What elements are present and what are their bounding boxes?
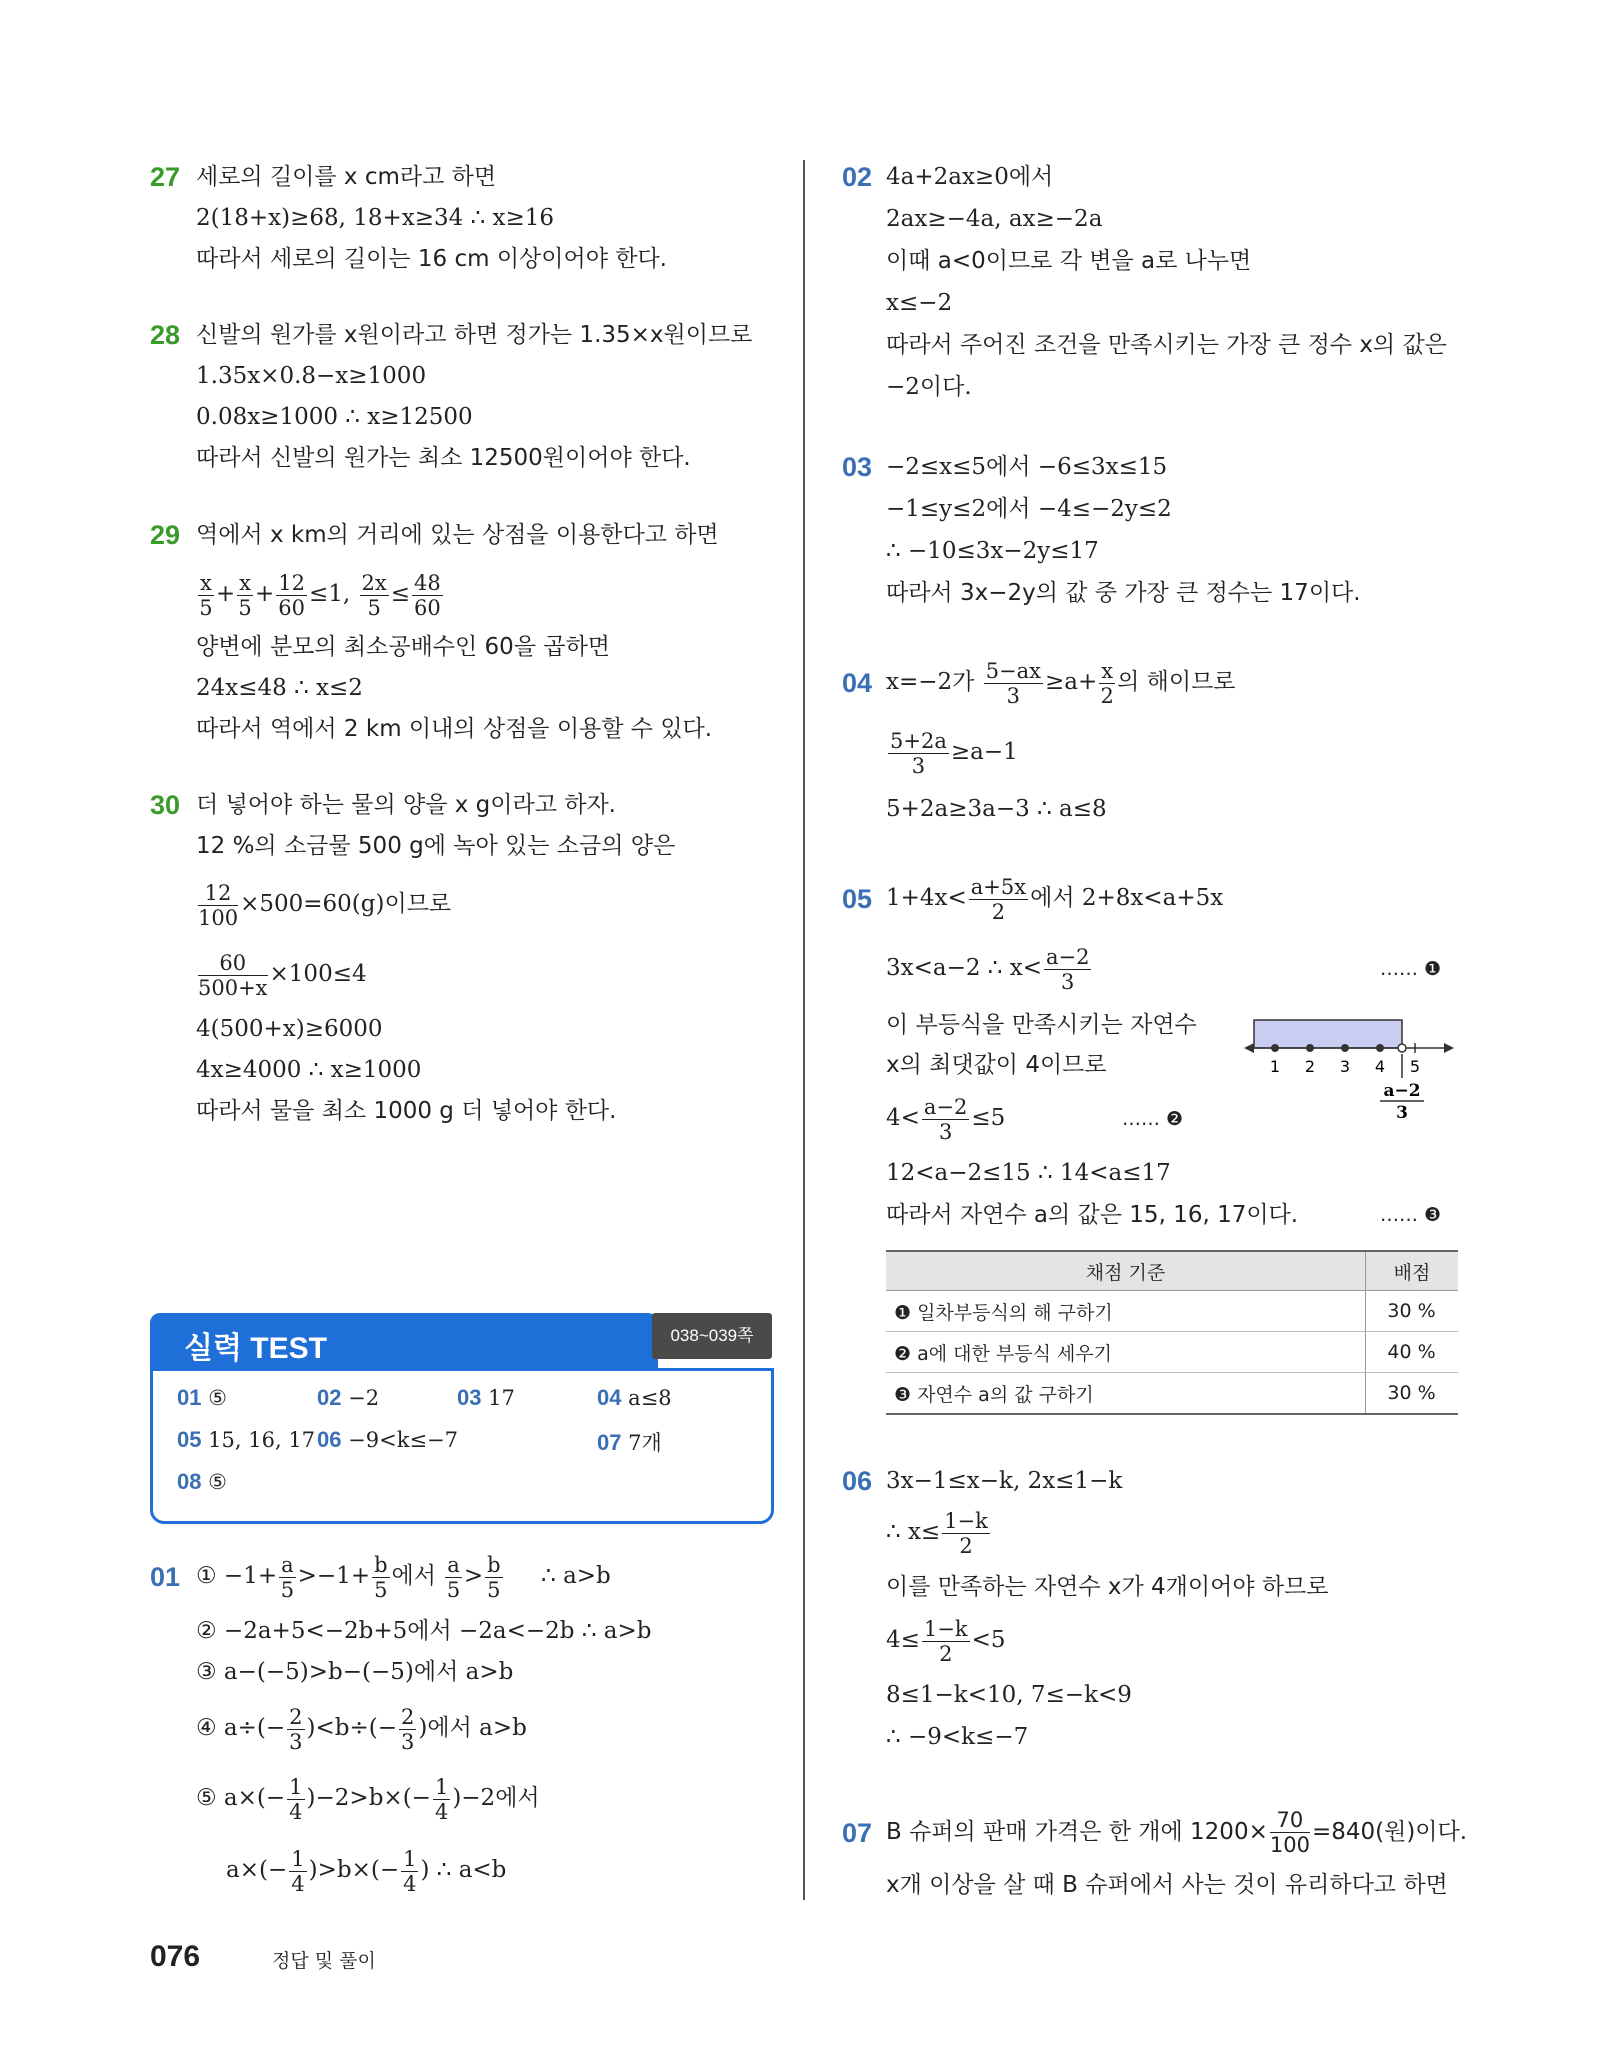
- point-1: [1271, 1044, 1279, 1052]
- solution-06-line: 4≤ $\frac{1-k}{2}$ <5: [886, 1616, 1006, 1666]
- test-answer: 07 7개: [597, 1430, 662, 1455]
- solution-07-line: B 슈퍼의 판매 가격은 한 개에 1200× $\frac{70}{100}$ =840(원)이다.: [886, 1808, 1468, 1857]
- solution-05-line: 이 부등식을 만족시키는 자연수: [886, 1012, 1197, 1038]
- table-header: 배점: [1366, 1251, 1459, 1291]
- test-answer: 02 −2: [317, 1385, 380, 1410]
- tick-label: 5: [1409, 1057, 1421, 1076]
- problem-30-line: 더 넣어야 하는 물의 양을 x g이라고 하자.: [196, 792, 616, 818]
- fraction: $\frac{12}{60}$: [278, 570, 305, 620]
- solution-03-line: ∴ −10≤3x−2y≤17: [886, 538, 1099, 564]
- table-header: 채점 기준: [886, 1251, 1366, 1291]
- solution-range-shade: [1254, 1020, 1402, 1048]
- fraction: $\frac{x}{5}$: [238, 570, 252, 620]
- problem-27-line: 따라서 세로의 길이는 16 cm 이상이어야 한다.: [196, 246, 667, 272]
- step-marker: …… ❶: [1380, 958, 1442, 980]
- solution-02-line: 4a+2ax≥0에서: [886, 164, 1054, 190]
- fraction: $\frac{x}{5}$: [199, 570, 213, 620]
- test-answer: 01 ⑤: [177, 1385, 227, 1410]
- point-2: [1306, 1044, 1314, 1052]
- page-number: 076: [150, 1940, 201, 1973]
- tick-label: 2: [1304, 1057, 1316, 1076]
- solution-04-number: 04: [842, 668, 873, 698]
- tick-label: 1: [1269, 1057, 1281, 1076]
- scoring-table: [886, 1250, 1458, 1415]
- fraction: $\frac{60}{500+x}$: [198, 950, 268, 1000]
- problem-27-line: 세로의 길이를 x cm라고 하면: [196, 164, 497, 190]
- test-answer: 03 17: [457, 1385, 515, 1410]
- open-point: [1398, 1044, 1406, 1052]
- test-answer: 08 ⑤: [177, 1469, 227, 1494]
- problem-29-number: 29: [150, 520, 181, 550]
- solution-01-number: 01: [150, 1562, 181, 1592]
- solution-01-line: ⑤ a×(− $\frac{1}{4}$ )−2>b×(− $\frac{1}{4}$ )−2에서: [196, 1774, 540, 1824]
- solution-03-line: −2≤x≤5에서 −6≤3x≤15: [886, 454, 1168, 480]
- number-line-diagram: [1240, 1012, 1460, 1132]
- problem-29-line: 역에서 x km의 거리에 있는 상점을 이용한다고 하면: [196, 522, 719, 548]
- problem-28-line: 신발의 원가를 x원이라고 하면 정가는 1.35×x원이므로: [196, 322, 753, 348]
- problem-30-line: 4x≥4000 ∴ x≥1000: [196, 1057, 422, 1083]
- problem-30-line: 4(500+x)≥6000: [196, 1016, 383, 1042]
- solution-04-line: 5+2a≥3a−3 ∴ a≤8: [886, 796, 1107, 822]
- solution-04-line: $\frac{5+2a}{3}$ ≥a−1: [890, 728, 1018, 778]
- solution-02-line: x≤−2: [886, 290, 953, 316]
- solution-03-line: 따라서 3x−2y의 값 중 가장 큰 정수는 17이다.: [886, 580, 1361, 606]
- solution-03-line: −1≤y≤2에서 −4≤−2y≤2: [886, 496, 1172, 522]
- problem-28-line: 0.08x≥1000 ∴ x≥12500: [196, 404, 473, 430]
- fraction: $\frac{48}{60}$: [414, 570, 441, 620]
- tick-label: 3: [1339, 1057, 1351, 1076]
- problem-29-line: 따라서 역에서 2 km 이내의 상점을 이용할 수 있다.: [196, 716, 713, 742]
- problem-30-equation: $\frac{60}{500+x}$ ×100≤4: [198, 950, 367, 1000]
- test-title: 실력 TEST: [184, 1332, 327, 1365]
- solution-05-line: 4< $\frac{a-2}{3}$ ≤5: [886, 1094, 1006, 1144]
- test-answers-box: [150, 1368, 774, 1524]
- solution-05-line: 따라서 자연수 a의 값은 15, 16, 17이다.: [886, 1202, 1299, 1228]
- pointer-label-numerator: a−2: [1383, 1081, 1421, 1101]
- footer-label: 정답 및 풀이: [272, 1950, 376, 1972]
- solution-01-line: ④ a÷(− $\frac{2}{3}$ )<b÷(− $\frac{2}{3}$ )에서 a>b: [196, 1704, 527, 1754]
- problem-29-line: 양변에 분모의 최소공배수인 60을 곱하면: [196, 634, 610, 660]
- table-row: ❸ 자연수 a의 값 구하기 30 %: [886, 1373, 1458, 1415]
- solution-01-line: a×(− $\frac{1}{4}$ )>b×(− $\frac{1}{4}$ ) ∴ a<b: [226, 1846, 507, 1896]
- problem-29-equation: $\frac{x}{5}$ + $\frac{x}{5}$ + $\frac{12}{60}$ ≤1, $\frac{2x}{5}$ ≤ $\frac{48}{60}$: [199, 570, 441, 620]
- problem-27-number: 27: [150, 162, 181, 192]
- test-page-tag: 038~039쪽: [652, 1313, 772, 1359]
- solution-06-line: ∴ −9<k≤−7: [886, 1724, 1029, 1750]
- solution-06-line: ∴ x≤ $\frac{1-k}{2}$: [886, 1508, 988, 1558]
- solution-01-line: ③ a−(−5)>b−(−5)에서 a>b: [196, 1659, 514, 1685]
- point-4: [1376, 1044, 1384, 1052]
- step-marker: …… ❸: [1380, 1204, 1442, 1226]
- problem-29-line: 24x≤48 ∴ x≤2: [196, 675, 363, 701]
- point-3: [1341, 1044, 1349, 1052]
- test-header: [150, 1313, 658, 1371]
- fraction: $\frac{12}{100}$: [198, 880, 239, 930]
- problem-27-line: 2(18+x)≥68, 18+x≥34 ∴ x≥16: [196, 205, 555, 231]
- solution-06-line: 이를 만족하는 자연수 x가 4개이어야 하므로: [886, 1574, 1329, 1600]
- problem-28-line: 따라서 신발의 원가는 최소 12500원이어야 한다.: [196, 445, 691, 471]
- problem-28-number: 28: [150, 320, 181, 350]
- table-row: ❷ a에 대한 부등식 세우기 40 %: [886, 1332, 1458, 1373]
- solution-02-number: 02: [842, 162, 873, 192]
- solution-06-line: 8≤1−k<10, 7≤−k<9: [886, 1682, 1132, 1708]
- solution-05-number: 05: [842, 884, 873, 914]
- step-marker: …… ❷: [1122, 1108, 1184, 1130]
- solution-04-line: x=−2가 $\frac{5-ax}{3}$ ≥a+ $\frac{x}{2}$ 의 해이므로: [886, 658, 1236, 708]
- axis-left-arrow: [1244, 1043, 1254, 1053]
- solution-05-line: 1+4x< $\frac{a+5x}{2}$ 에서 2+8x<a+5x: [886, 874, 1224, 924]
- pointer-label-denominator: 3: [1396, 1103, 1408, 1123]
- problem-28-line: 1.35x×0.8−x≥1000: [196, 363, 427, 389]
- solution-01-line: ① −1+ $\frac{a}{5}$ >−1+ $\frac{b}{5}$ 에서 $\frac{a}{5}$ > $\frac{b}{5}$ ∴ a>b: [196, 1552, 611, 1602]
- fraction: $\frac{2x}{5}$: [361, 570, 387, 620]
- solution-05-line: x의 최댓값이 4이므로: [886, 1052, 1107, 1078]
- solution-02-line: 따라서 주어진 조건을 만족시키는 가장 큰 정수 x의 값은: [886, 332, 1447, 358]
- problem-30-line: 12 %의 소금물 500 g에 녹아 있는 소금의 양은: [196, 833, 676, 859]
- problem-30-number: 30: [150, 790, 181, 820]
- problem-30-equation: $\frac{12}{100}$ ×500=60(g)이므로: [198, 880, 452, 930]
- solution-02-line: −2이다.: [886, 374, 972, 400]
- solution-06-number: 06: [842, 1466, 873, 1496]
- solution-05-line: 3x<a−2 ∴ x< $\frac{a-2}{3}$: [886, 944, 1090, 994]
- solution-07-line: x개 이상을 살 때 B 슈퍼에서 사는 것이 유리하다고 하면: [886, 1872, 1448, 1898]
- problem-30-line: 따라서 물을 최소 1000 g 더 넣어야 한다.: [196, 1098, 617, 1124]
- test-answer: 05 15, 16, 17: [177, 1427, 316, 1452]
- solution-07-number: 07: [842, 1818, 873, 1848]
- test-answer: 04 a≤8: [597, 1385, 672, 1410]
- solution-01-line: ② −2a+5<−2b+5에서 −2a<−2b ∴ a>b: [196, 1618, 652, 1644]
- table-row: ❶ 일차부등식의 해 구하기 30 %: [886, 1291, 1458, 1332]
- axis-right-arrow: [1444, 1043, 1454, 1053]
- solution-02-line: 이때 a<0이므로 각 변을 a로 나누면: [886, 248, 1252, 274]
- solution-06-line: 3x−1≤x−k, 2x≤1−k: [886, 1468, 1123, 1494]
- solution-02-line: 2ax≥−4a, ax≥−2a: [886, 206, 1103, 232]
- test-answer: 06 −9<k≤−7: [317, 1427, 459, 1452]
- solution-03-number: 03: [842, 452, 873, 482]
- column-divider: [803, 160, 805, 1900]
- solution-05-line: 12<a−2≤15 ∴ 14<a≤17: [886, 1160, 1171, 1186]
- tick-label: 4: [1374, 1057, 1386, 1076]
